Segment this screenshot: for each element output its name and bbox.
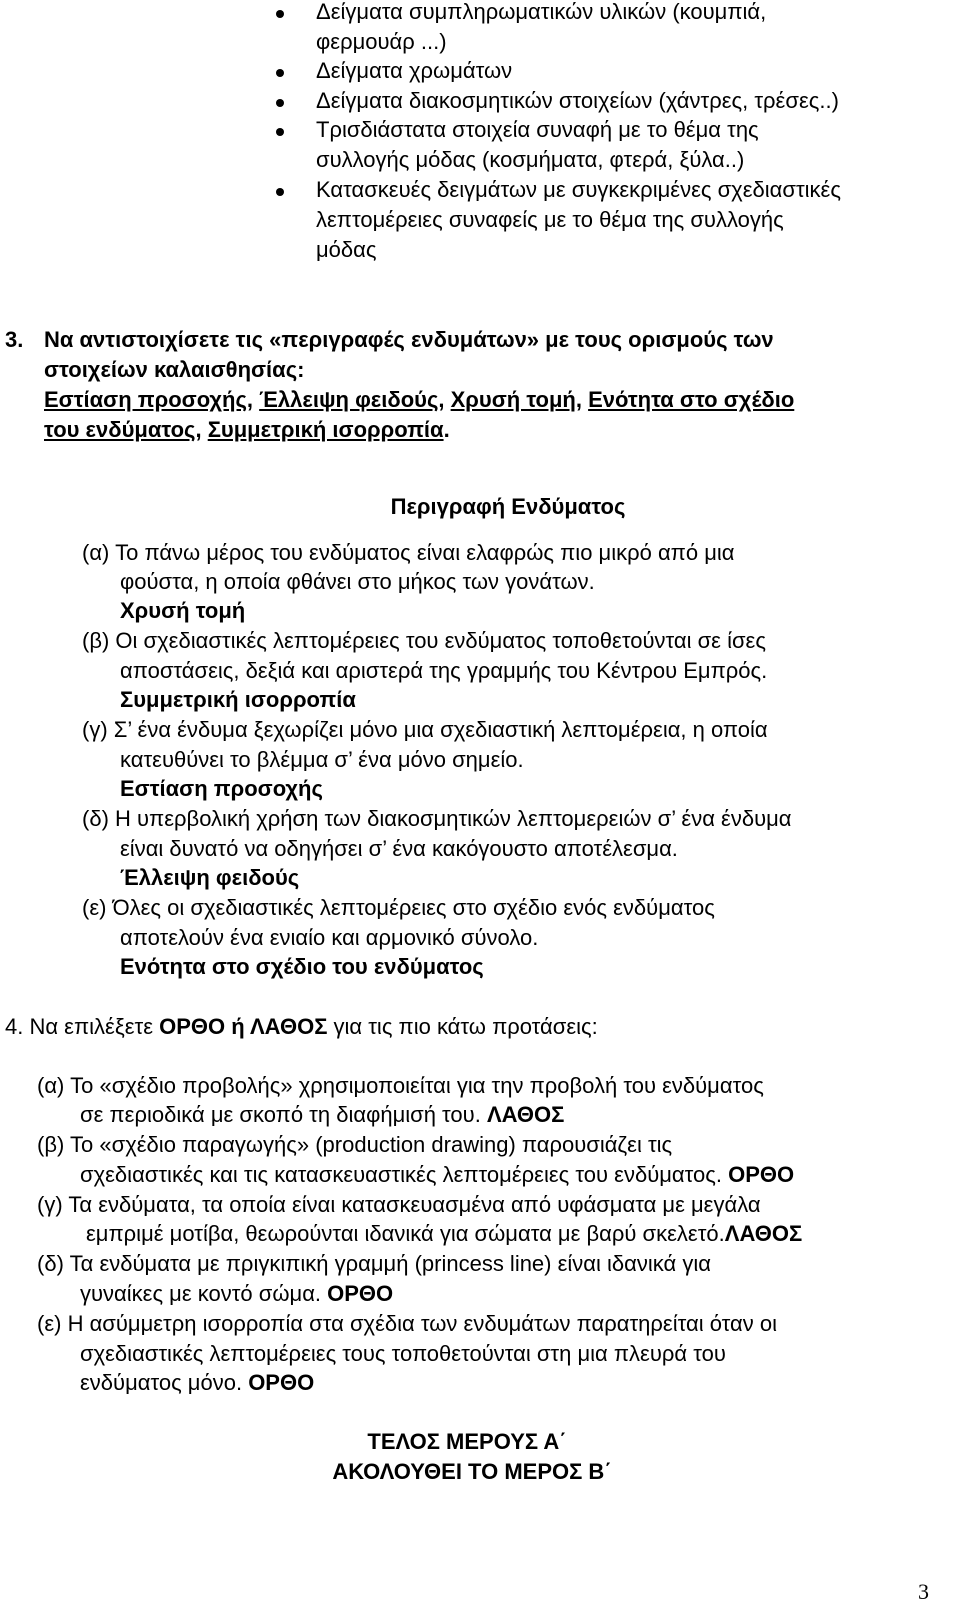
statement-answer: ΛΑΘΟΣ — [486, 1102, 565, 1127]
bullet-dot-icon — [276, 69, 284, 77]
statement-line: (δ) Τα ενδύματα με πριγκιπική γραμμή (princess line) είναι ιδανικά για — [37, 1251, 711, 1276]
continue-note: ΑΚΟΛΟΥΘΕΙ ΤΟ ΜΕΡΟΣ Β΄ — [332, 1459, 612, 1484]
question-text: 4. Να επιλέξετε ΟΡΘΟ ή ΛΑΘΟΣ για τις πιο κάτω προτάσεις: — [5, 1014, 598, 1039]
description-line: είναι δυνατό να οδηγήσει σ’ ένα κακόγουστο αποτέλεσμα. — [120, 836, 678, 861]
question-text: στοιχείων καλαισθησίας: — [44, 357, 305, 382]
statement-answer: ΟΡΘΟ — [248, 1370, 315, 1395]
term-symmetric-balance: Συμμετρική ισορροπία — [207, 417, 444, 442]
terms-line: Εστίαση προσοχής, Έλλειψη φειδούς, Χρυσή τομή, Ενότητα στο σχέδιο — [44, 387, 795, 412]
description-line: φούστα, η οποία φθάνει στο μήκος των γονάτων. — [120, 569, 595, 594]
bullet-item-continuation: φερμουάρ ...) — [316, 29, 447, 54]
term-focus: Εστίαση προσοχής — [44, 387, 247, 412]
bullet-item-continuation: λεπτομέρειες συναφείς με το θέμα της συλλογής — [316, 207, 784, 232]
description-line: (γ) Σ’ ένα ένδυμα ξεχωρίζει μόνο μια σχεδιαστική λεπτομέρεια, η οποία — [82, 717, 768, 742]
bullet-item-continuation: συλλογής μόδας (κοσμήματα, φτερά, ξύλα..) — [316, 147, 745, 172]
description-line: (ε) Όλες οι σχεδιαστικές λεπτομέρειες στο σχέδιο ενός ενδύματος — [82, 895, 715, 920]
statement-line: (β) Το «σχέδιο παραγωγής» (production drawing) παρουσιάζει τις — [37, 1132, 673, 1157]
bullet-item-continuation: μόδας — [316, 237, 377, 262]
description-line: (δ) Η υπερβολική χρήση των διακοσμητικών λεπτομερειών σ’ ένα ένδυμα — [82, 806, 792, 831]
description-line: (β) Οι σχεδιαστικές λεπτομέρειες του ενδύματος τοποθετούνται σε ίσες — [82, 628, 766, 653]
statement-line: εμπριμέ μοτίβα, θεωρούνται ιδανικά για σώματα με βαρύ σκελετό.ΛΑΘΟΣ — [86, 1221, 803, 1246]
bullet-dot-icon — [276, 99, 284, 107]
term-lack-of-restraint: Έλλειψη φειδούς — [259, 387, 439, 412]
term-unity: Ενότητα στο σχέδιο — [588, 387, 795, 412]
statement-answer: ΟΡΘΟ — [327, 1281, 394, 1306]
terms-line: του ενδύματος, Συμμετρική ισορροπία. — [44, 417, 450, 442]
description-line: (α) Το πάνω μέρος του ενδύματος είναι ελαφρώς πιο μικρό από μια — [82, 540, 735, 565]
statement-line: (ε) Η ασύμμετρη ισορροπία στα σχέδια των ενδυμάτων παρατηρείται όταν οι — [37, 1311, 777, 1336]
bullet-dot-icon — [276, 10, 284, 18]
statement-line: σχεδιαστικές λεπτομέρειες τους τοποθετούνται στη μια πλευρά του — [80, 1341, 726, 1366]
description-line: αποστάσεις, δεξιά και αριστερά της γραμμής του Κέντρου Εμπρός. — [120, 658, 768, 683]
bullet-item: Τρισδιάστατα στοιχεία συναφή με το θέμα της — [316, 117, 759, 142]
description-answer: Χρυσή τομή — [120, 598, 246, 623]
description-answer: Ενότητα στο σχέδιο του ενδύματος — [120, 954, 484, 979]
description-line: αποτελούν ένα ενιαίο και αρμονικό σύνολο. — [120, 925, 539, 950]
description-answer: Έλλειψη φειδούς — [120, 865, 300, 890]
term-unity-continued: του ενδύματος — [44, 417, 196, 442]
statement-line: σε περιοδικά με σκοπό τη διαφήμισή του. ΛΑΘΟΣ — [80, 1102, 565, 1127]
statement-line: ενδύματος μόνο. ΟΡΘΟ — [80, 1370, 315, 1395]
bullet-item: Δείγματα χρωμάτων — [316, 58, 513, 83]
bullet-item: Κατασκευές δειγμάτων με συγκεκριμένες σχεδιαστικές — [316, 177, 841, 202]
bullet-dot-icon — [276, 128, 284, 136]
section-heading: Περιγραφή Ενδύματος — [390, 494, 626, 519]
question-number: 3. — [5, 327, 24, 352]
statement-line: (γ) Τα ενδύματα, τα οποία είναι κατασκευασμένα από υφάσματα με μεγάλα — [37, 1192, 761, 1217]
statement-line: (α) Το «σχέδιο προβολής» χρησιμοποιείται για την προβολή του ενδύματος — [37, 1073, 764, 1098]
statement-line: γυναίκες με κοντό σώμα. ΟΡΘΟ — [80, 1281, 394, 1306]
bullet-item: Δείγματα διακοσμητικών στοιχείων (χάντρες, τρέσες..) — [316, 88, 839, 113]
bullet-item: Δείγματα συμπληρωματικών υλικών (κουμπιά, — [316, 0, 767, 24]
end-of-part-title: ΤΕΛΟΣ ΜΕΡΟΥΣ Α΄ — [367, 1429, 567, 1454]
description-answer: Εστίαση προσοχής — [120, 776, 323, 801]
description-line: κατευθύνει το βλέμμα σ’ ένα μόνο σημείο. — [120, 747, 524, 772]
page-number: 3 — [918, 1579, 929, 1604]
description-answer: Συμμετρική ισορροπία — [120, 687, 356, 712]
statement-line: σχεδιαστικές και τις κατασκευαστικές λεπτομέρειες του ενδύματος. ΟΡΘΟ — [80, 1162, 795, 1187]
question-text: Να αντιστοιχίσετε τις «περιγραφές ενδυμάτων» με τους ορισμούς των — [44, 327, 774, 352]
statement-answer: ΟΡΘΟ — [728, 1162, 795, 1187]
term-golden-ratio: Χρυσή τομή — [450, 387, 576, 412]
statement-answer: ΛΑΘΟΣ — [724, 1221, 803, 1246]
bullet-dot-icon — [276, 188, 284, 196]
